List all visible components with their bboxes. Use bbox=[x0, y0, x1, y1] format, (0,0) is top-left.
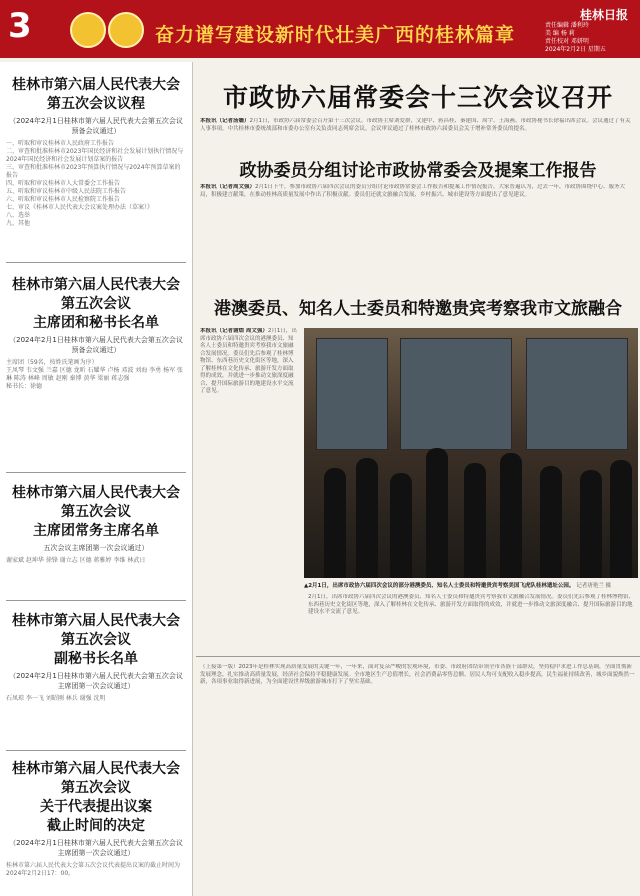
article-text: 2月1日，出席市政协六届四次会议的港澳委员、知名人士委员和特邀贵宾考察我市文旅融合发展情况。委员们先后参观了桂林博物馆、东西巷历史文化街区等地，深入了解桂林在文化传承、旅游开发方面取得的成效，并就进一步推动文旅深度融合、提升国际旅游目的地建设水平交流了意见。 bbox=[308, 594, 635, 615]
section-title: 主席团常务主席名单 bbox=[33, 523, 159, 539]
section-subtitle: （2024年2月1日桂林市第六届人民代表大会第五次会议预备会议通过） bbox=[9, 336, 183, 354]
name-list bbox=[6, 557, 186, 565]
person-figure bbox=[540, 466, 562, 578]
section-subtitle: （2024年2月1日桂林市第六届人民代表大会第五次会议主席团第一次会议通过） bbox=[9, 672, 183, 690]
section-title: 桂林市第六届人民代表大会 bbox=[12, 761, 180, 777]
newspaper-masthead: 桂林日报 bbox=[580, 8, 629, 22]
section-title: 桂林市第六届人民代表大会 bbox=[12, 277, 180, 293]
list-item: 六、听取和审议桂林市人民检察院工作报告 bbox=[6, 196, 121, 203]
article-text: 2月1日，市政协六届常委会召开第十三次会议。市政协主席刘爱群，文建中、蒋昌桂、秦建国、周宇、王海燕、市政协秘书长徐福出席会议。会议通过了有关人事事项，中共桂林市委统战部和市委办公室有关负责同志列席会议。会议审议通过了桂林市政协六届委员会关于增补常务委员的提名。 bbox=[200, 118, 631, 132]
section-title: 第五次会议议程 bbox=[47, 96, 145, 112]
list-item: 石凤琼 李一飞 刘昭刚 林兵 谢强 沈明 bbox=[6, 695, 106, 702]
section-title: 第五次会议 bbox=[61, 780, 131, 796]
headline-group-discussion: 政协委员分组讨论市政协常委会及提案工作报告 bbox=[239, 161, 597, 181]
article-body bbox=[200, 184, 636, 284]
presidium-section bbox=[6, 276, 186, 391]
name-list bbox=[6, 695, 186, 703]
list-item: 四、听取和审议桂林市人大常委会工作报告 bbox=[6, 180, 121, 187]
issue-date: 2024年2月2日 星期五 bbox=[545, 46, 606, 53]
agenda-list bbox=[6, 140, 186, 228]
section-title: 第五次会议 bbox=[61, 632, 131, 648]
exhibit-panel bbox=[316, 338, 388, 450]
editor-line: 美 编 杨 莉 bbox=[545, 30, 575, 37]
person-figure bbox=[610, 460, 632, 578]
byline: 本报讯（记者周文强） bbox=[200, 184, 256, 190]
divider bbox=[6, 472, 186, 473]
byline: 本报讯（记者谢熠 周文强） bbox=[200, 328, 268, 334]
deadline-decision-section bbox=[6, 760, 186, 878]
main-articles bbox=[196, 62, 640, 896]
section-title: 截止时间的决定 bbox=[47, 818, 145, 834]
continued-article bbox=[200, 664, 636, 890]
list-item: 五、听取和审议桂林市中级人民法院工作报告 bbox=[6, 188, 127, 195]
left-column bbox=[0, 62, 193, 896]
name-list bbox=[6, 359, 186, 391]
person-figure bbox=[426, 448, 448, 578]
list-item: 王凤琴 韦文强 兰嘉 区德 龙昕 石耀华 卢杨 邓波 刘海 李勇 杨军 张琳 陈涛 林峰 周敏 赵刚 秦博 黄华 梁丽 蒋志强 bbox=[6, 367, 183, 382]
list-item: 一、听取和审议桂林市人民政府工作报告 bbox=[6, 140, 115, 147]
divider bbox=[6, 600, 186, 601]
decision-text: 桂林市第六届人民代表大会第五次会议代表提出议案的截止时间为2024年2月2日17：00。 bbox=[6, 862, 181, 877]
list-item: 主席团（59名，按姓氏笔画为序） bbox=[6, 359, 98, 366]
person-figure bbox=[580, 470, 602, 578]
section-title: 第五次会议 bbox=[61, 504, 131, 520]
section-subtitle: 五次会议主席团第一次会议通过） bbox=[43, 544, 149, 552]
section-title: 桂林市第六届人民代表大会 bbox=[12, 613, 180, 629]
list-item: 七、审议《桂林市人民代表大会议案处理办法（草案）》 bbox=[6, 204, 154, 211]
person-figure bbox=[464, 463, 486, 578]
byline: 本报讯（记者汤嫱） bbox=[200, 118, 250, 124]
editor-line: 责任编辑 潘利玲 bbox=[545, 22, 589, 29]
news-photo bbox=[304, 328, 638, 578]
national-emblem-icon bbox=[108, 12, 144, 48]
section-title: 第五次会议 bbox=[61, 296, 131, 312]
list-item: 九、其他 bbox=[6, 220, 31, 227]
section-title: 桂林市第六届人民代表大会 bbox=[12, 77, 180, 93]
person-figure bbox=[500, 453, 522, 578]
article-body bbox=[200, 118, 636, 148]
section-subtitle: （2024年2月1日桂林市第六届人民代表大会第五次会议主席团第一次会议通过） bbox=[9, 839, 183, 857]
article-body bbox=[200, 328, 298, 648]
agenda-section bbox=[6, 76, 186, 228]
list-item: 秘书长：徐德 bbox=[6, 383, 43, 390]
list-item: 谢家斌 赵坤华 徐锋 谢立志 区德 蒋雅婷 李维 林武日 bbox=[6, 557, 146, 564]
person-figure bbox=[390, 473, 412, 578]
person-figure bbox=[356, 458, 378, 578]
editor-info bbox=[545, 22, 635, 54]
section-title: 副秘书长名单 bbox=[54, 651, 138, 667]
person-figure bbox=[324, 468, 346, 578]
list-item: 八、选举 bbox=[6, 212, 31, 219]
list-item: 三、审查和批准桂林市2023年预算执行情况与2024年预算草案的报告 bbox=[6, 164, 181, 179]
headline-cppcc-session: 市政协六届常委会十三次会议召开 bbox=[222, 83, 613, 112]
standing-chairs-section bbox=[6, 484, 186, 565]
section-subtitle: （2024年2月1日桂林市第六届人民代表大会第五次会议预备会议通过） bbox=[9, 117, 183, 135]
divider bbox=[196, 656, 640, 657]
page-header bbox=[0, 0, 640, 58]
section-banner: 奋力谱写建设新时代壮美广西的桂林篇章 bbox=[155, 24, 516, 46]
deputy-secretaries-section bbox=[6, 612, 186, 703]
photo-credit: 记者唐艳兰 摄 bbox=[576, 583, 612, 589]
party-emblem-icon bbox=[70, 12, 106, 48]
caption-text: ▲2月1日，出席市政协六届四次会议的部分港澳委员、知名人士委员和特邀贵宾考察美国飞虎队桂林遗址公园。 bbox=[304, 583, 575, 589]
article-text: 2月1日下午，参加市政协六届四次会议的委员分组讨论市政协常委会工作报告和提案工作情况报告。大家普遍认为，过去一年，市政协围绕中心、服务大局，积极建言献策，在推动桂林高质量发展中作出了积极贡献。委员们还就文旅融合发展、乡村振兴、城市建设等方面提出了意见建议。 bbox=[200, 184, 626, 198]
photo-caption bbox=[304, 581, 638, 589]
article-body bbox=[308, 594, 636, 650]
article-text: 2月1日，出席市政协六届四次会议的港澳委员、知名人士委员和特邀贵宾考察我市文旅融合发展情况。委员们先后参观了桂林博物馆、东西巷历史文化街区等地，深入了解桂林在文化传承、旅游开发方面取得的成效，并就进一步推动文旅深度融合、提升国际旅游目的地建设水平交流了意见。 bbox=[200, 328, 297, 394]
section-title: 关于代表提出议案 bbox=[40, 799, 152, 815]
headline-culture-tourism: 港澳委员、知名人士委员和特邀贵宾考察我市文旅融合 bbox=[214, 299, 622, 319]
page-number: 3 bbox=[8, 6, 32, 46]
editor-line: 责任校对 邓妍明 bbox=[545, 38, 589, 45]
divider bbox=[6, 262, 186, 263]
article-text: （上接第一版）2023年是桂林实现高质量发展的关键一年，一年来，面对复杂严峻的宏观环境，市委、市政府团结带领全市各族干部群众，坚持稳中求进工作总基调，全面贯彻新发展理念，扎实推动高质量发展，经济社会保持平稳健康发展。全市地区生产总值增长，社会消费品零售总额、居民人均可支配收入稳步提高，民生福祉持续改善，城乡面貌焕然一新，各项事业取得新进展，为全面建设世界级旅游城市打下了坚实基础。 bbox=[200, 664, 635, 685]
exhibit-panel bbox=[400, 338, 512, 450]
exhibit-panel bbox=[526, 338, 628, 450]
section-title: 桂林市第六届人民代表大会 bbox=[12, 485, 180, 501]
divider bbox=[6, 750, 186, 751]
list-item: 二、审查和批准桂林市2023年国民经济和社会发展计划执行情况与2024年国民经济和社会发展计划草案的报告 bbox=[6, 148, 184, 163]
section-title: 主席团和秘书长名单 bbox=[33, 315, 159, 331]
